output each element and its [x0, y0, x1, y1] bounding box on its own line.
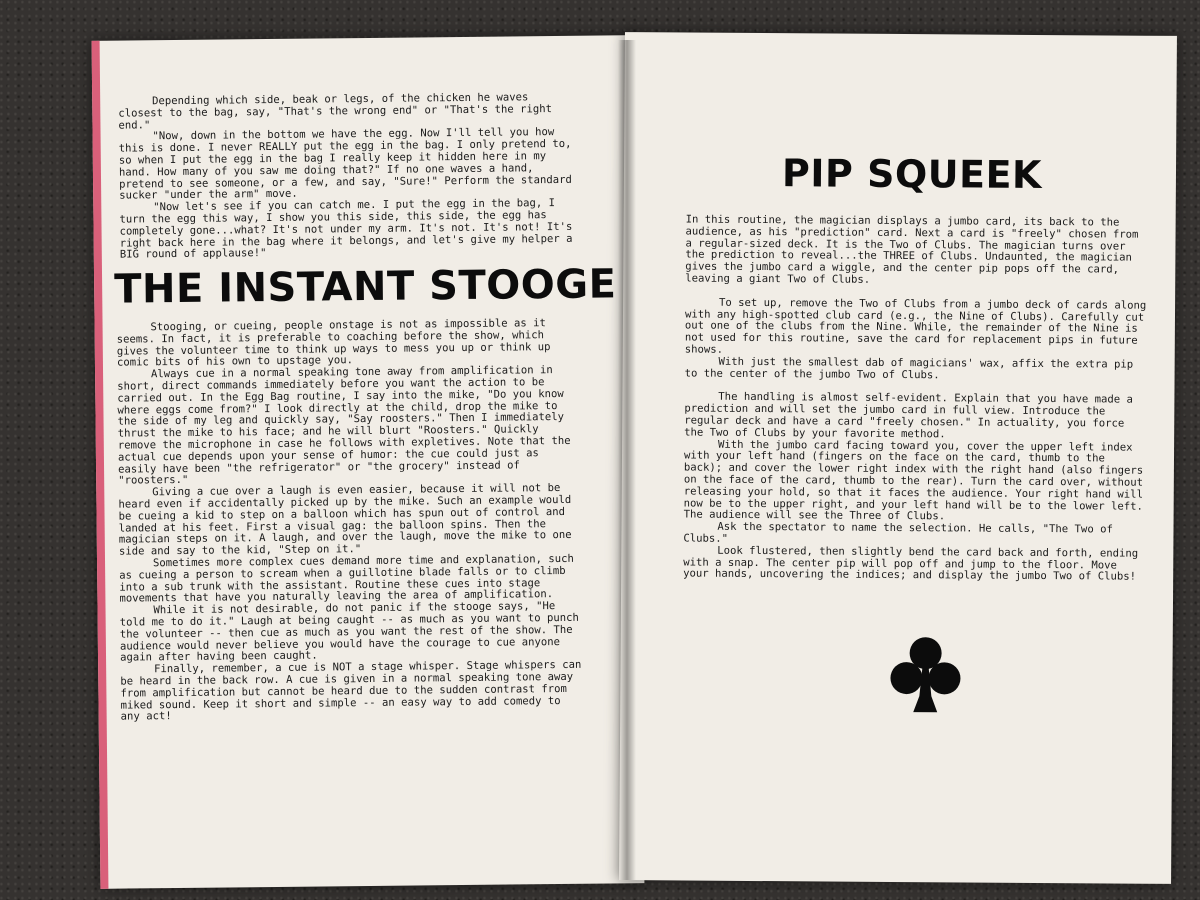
- right-page: [619, 32, 1177, 884]
- paragraph: While it is not desirable, do not panic if the stooge says, "He told me to do it." Laugh at being caught -- as much as you want to punch the volunteer -- then cue as much as you want the rest of the show. The audience would never believe you would have the courage to cue anyone again after having been caught.: [119, 600, 579, 664]
- paragraph: In this routine, the magician displays a jumbo card, its back to the audience, as his "prediction" card. Next a card is "freely" chosen from a regular-sized deck. It is the Two of Clubs. The magician turns over the prediction to reveal...the THREE of Clubs. Undaunted, the magician gives the jumbo card a wiggle, and the center pip pops off the card, leaving a giant Two of Clubs.: [685, 213, 1139, 286]
- club-icon: [888, 632, 963, 717]
- article-title: PIP SQUEEK: [781, 151, 1043, 197]
- paragraph: With the jumbo card facing toward you, cover the upper left index with your left hand (fingers on the face on the card, thumb to the back); and cover the lower right index with the right hand (also fingers on the face of the card, thumb to the rear). Turn the card over, without releasing your hold, so that it faces the audience. Your right hand will now be to the upper right, and your left hand will be to the lower left. The audience will see the Three of Clubs.: [683, 438, 1144, 523]
- book-gutter: [618, 40, 636, 880]
- paragraph: "Now let's see if you can catch me. I put the egg in the bag, I turn the egg this way, I show you this side, this side, the egg has completely gone...what? It's not under my arm. It's not. It's not! It's right back here in the bag where it belongs, and let's give my helper a BIG round of applause!": [119, 197, 573, 261]
- paragraph: Sometimes more complex cues demand more time and explanation, such as cueing a person to scream when a guillotine blade falls or to climb into a sub trunk with the assistant. Routine these cues into stage movements that have you naturally leaving the area of amplification.: [119, 552, 574, 605]
- article-body: [683, 215, 1148, 584]
- article-body: [117, 318, 585, 724]
- paragraph: Always cue in a normal speaking tone away from amplification in short, direct commands immediately before you want the action to be carried out. In the Egg Bag routine, I say into the mike, "Do you know where eggs come from?" I look directly at the child, drop the mike to the side of my leg and quickly say, "Say roosters." Then I immediately thrust the mike to his face; and he will blurt "Roosters." Quickly remove the microphone in case he follows with expletives. Note that the actual cue depends upon your sense of humor: the cue could just as easily have been "the refrigerator" or "the grocery" instead of "roosters.": [117, 364, 571, 487]
- paragraph: Depending which side, beak or legs, of the chicken he waves closest to the bag, say, "That's the wrong end" or "That's the right end.": [118, 91, 553, 132]
- paragraph: Look flustered, then slightly bend the card back and forth, ending with a snap. The center pip will pop off and jump to the floor. Move your hands, uncovering the indices; and display the jumbo Two of Clubs!: [683, 544, 1139, 583]
- paragraph: Giving a cue over a laugh is even easier, because it will not be heard even if accidentally picked up by the mike. Such an example would be cueing a kid to step on a balloon which has spun out of control and landed at his feet. First a visual gag: the balloon spins. Then the magician steps on it. A laugh, and over the laugh, move the mike to one side and say to the kid, "Step on it.": [118, 482, 572, 558]
- paragraph: "Now, down in the bottom we have the egg. Now I'll tell you how this is done. I never REALLY put the egg in the bag. I only pretend to, so when I put the egg in the bag I really keep it hidden here in my hand. How many of you saw me doing that?" If no one waves a hand, pretend to see someone, or a few, and say, "Sure!" Perform the standard sucker "under the arm" move.: [118, 126, 572, 202]
- paragraph: Finally, remember, a cue is NOT a stage whisper. Stage whispers can be heard in the back row. A cue is given in a normal speaking tone away from amplification but cannot be heard due to the sudden contrast from miked sound. Keep it short and simple -- an easy way to add comedy to any act!: [120, 658, 582, 723]
- intro-text: [118, 92, 578, 262]
- article-title: THE INSTANT STOOGE: [113, 261, 617, 313]
- left-page: [92, 35, 645, 889]
- paragraph: With just the smallest dab of magicians' wax, affix the extra pip to the center of the jumbo Two of Clubs.: [684, 355, 1134, 381]
- paragraph: To set up, remove the Two of Clubs from a jumbo deck of cards along with any high-spotted club card (e.g., the Nine of Clubs). Carefully cut out one of the clubs from the Nine. While, the remainder of the Nine is not used for this routine, save the card for replacement pips in future shows.: [684, 296, 1147, 356]
- paragraph: Ask the spectator to name the selection. He calls, "The Two of Clubs.": [683, 520, 1113, 545]
- paragraph: The handling is almost self-evident. Explain that you have made a prediction and will set the jumbo card in full view. Introduce the regular deck and have a card "freely chosen." In actuality, you force the Two of Clubs by your favorite method.: [684, 391, 1133, 441]
- paragraph: Stooging, or cueing, people onstage is not as impossible as it seems. In fact, it is preferable to coaching before the show, which gives the volunteer time to think up ways to mess you up or think up comic bits of his own to upstage you.: [116, 317, 551, 370]
